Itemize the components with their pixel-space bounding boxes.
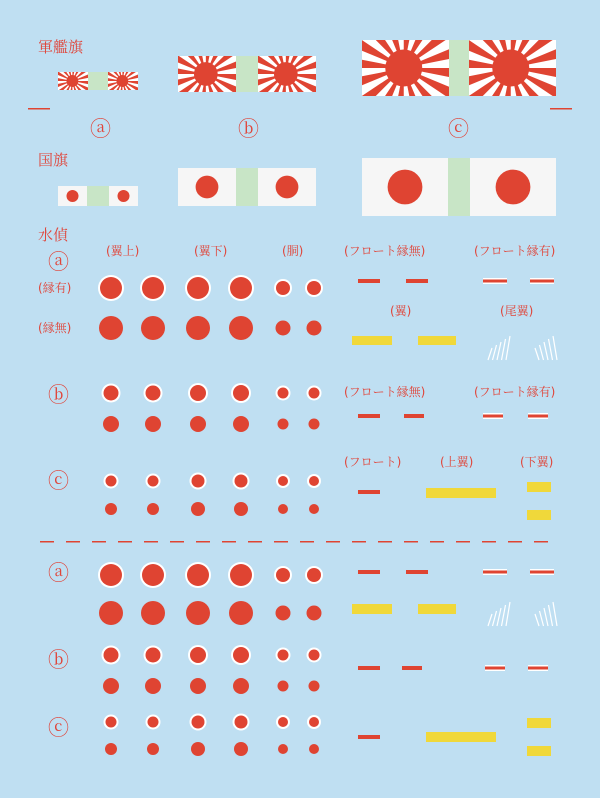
- hinomaru-roundel-icon: [104, 386, 119, 401]
- tail-stripe-set-icon: [535, 602, 557, 626]
- size-marker-b: ⓑ: [238, 117, 259, 141]
- row-label-with-border: (縁有): [38, 281, 72, 295]
- divider-dash: [222, 541, 236, 543]
- hinomaru-roundel-icon: [233, 647, 249, 663]
- hinomaru-roundel-icon: [105, 743, 117, 755]
- divider-dash: [40, 541, 54, 543]
- hinomaru-roundel-icon: [278, 744, 288, 754]
- float-stripe-icon: [358, 490, 380, 494]
- label-float-with-border-b: (フロート縁有): [474, 385, 556, 399]
- float-stripe-icon: [483, 280, 507, 283]
- wing-stripe: [418, 604, 456, 614]
- hinomaru-roundel-icon: [309, 744, 319, 754]
- hinomaru-roundel-icon: [278, 419, 289, 430]
- lower-wing-stripe: [527, 718, 551, 728]
- hinomaru-roundel-icon: [187, 564, 209, 586]
- hinomaru-roundel-icon: [191, 742, 205, 756]
- hinomaru-roundel-icon: [309, 717, 319, 727]
- identification-stripe: [449, 40, 469, 96]
- label-wing: (翼): [390, 304, 412, 318]
- label-float-no-border-b: (フロート縁無): [344, 385, 426, 399]
- hinomaru-roundel-icon: [233, 416, 249, 432]
- float-stripe-icon: [358, 414, 380, 418]
- hinomaru-roundel-icon: [309, 388, 320, 399]
- divider-dash: [378, 541, 392, 543]
- upper-wing-stripe: [426, 732, 496, 742]
- float-stripe-icon: [404, 414, 424, 418]
- hinomaru-roundel-icon: [141, 316, 165, 340]
- hinomaru-roundel-icon: [141, 601, 165, 625]
- hinomaru-roundel-icon: [186, 316, 210, 340]
- float-stripe-icon: [485, 667, 505, 670]
- hinomaru-roundel-icon: [278, 717, 288, 727]
- hinomaru-roundel-icon: [278, 504, 288, 514]
- tail-stripe-set-icon: [488, 336, 510, 360]
- divider-dash: [456, 541, 470, 543]
- hinomaru-roundel-icon: [276, 281, 290, 295]
- hinomaru-roundel-icon: [192, 716, 205, 729]
- identification-stripe: [88, 72, 108, 90]
- hinomaru-roundel-icon: [147, 503, 159, 515]
- seaplane-title: 水偵: [38, 226, 69, 244]
- hinomaru-roundel-icon: [142, 564, 164, 586]
- float-stripe-icon: [528, 667, 548, 670]
- wing-stripe: [418, 336, 456, 345]
- hinomaru-roundel-icon: [235, 716, 248, 729]
- naval-ensign-title: 軍艦旗: [38, 38, 84, 56]
- float-stripe-icon: [358, 666, 380, 670]
- national-flag-size-b: [178, 168, 316, 206]
- divider-dash: [28, 108, 50, 110]
- float-stripe-icon: [528, 415, 548, 418]
- identification-stripe: [236, 56, 258, 92]
- divider-dash: [404, 541, 418, 543]
- divider-dash: [274, 541, 288, 543]
- upper-wing-stripe: [426, 488, 496, 498]
- float-stripe-icon: [406, 279, 428, 283]
- hinomaru-roundel-icon: [145, 678, 161, 694]
- hinomaru-roundel-icon: [235, 475, 248, 488]
- hinomaru-roundel-icon: [309, 419, 320, 430]
- float-stripe-icon: [358, 279, 380, 283]
- hinomaru-roundel-icon: [229, 601, 253, 625]
- label-lower-wing: (下翼): [520, 455, 554, 469]
- hinomaru-roundel-icon: [234, 502, 248, 516]
- hinomaru-roundel-icon: [187, 277, 209, 299]
- hinomaru-roundel-icon: [309, 650, 320, 661]
- hinomaru-roundel-icon: [278, 650, 289, 661]
- hinomaru-roundel-icon: [309, 681, 320, 692]
- lower-wing-stripe: [527, 746, 551, 756]
- hinomaru-roundel-icon: [148, 717, 159, 728]
- hinomaru-roundel-icon: [147, 743, 159, 755]
- hinomaru-roundel-icon: [103, 678, 119, 694]
- row-label-no-border: (縁無): [38, 321, 72, 335]
- hinomaru-roundel-icon: [233, 385, 249, 401]
- label-float-no-border: (フロート縁無): [344, 244, 426, 258]
- hinomaru-roundel-icon: [99, 601, 123, 625]
- hinomaru-roundel-icon: [104, 648, 119, 663]
- hinomaru-roundel-icon: [148, 476, 159, 487]
- lower-size-a: ⓐ: [48, 561, 69, 585]
- hinomaru-roundel-icon: [309, 504, 319, 514]
- float-stripe-icon: [406, 570, 428, 574]
- float-stripe-icon: [358, 570, 380, 574]
- float-stripe-icon: [358, 735, 380, 739]
- hinomaru-roundel-icon: [233, 678, 249, 694]
- hinomaru-roundel-icon: [229, 316, 253, 340]
- hinomaru-roundel-icon: [106, 717, 117, 728]
- hinomaru-roundel-icon: [190, 385, 206, 401]
- hinomaru-roundel-icon: [100, 564, 122, 586]
- hinomaru-disc: [496, 170, 531, 205]
- divider-dash: [170, 541, 184, 543]
- lower-size-b: ⓑ: [48, 648, 69, 672]
- national-flag-title: 国旗: [38, 151, 69, 169]
- seaplane-size-a: ⓐ: [48, 250, 69, 274]
- hinomaru-roundel-icon: [307, 568, 321, 582]
- hinomaru-roundel-icon: [278, 388, 289, 399]
- label-wing-upper: (翼上): [106, 244, 140, 258]
- float-stripe-icon: [483, 571, 507, 574]
- hinomaru-roundel-icon: [190, 647, 206, 663]
- hinomaru-roundel-icon: [190, 678, 206, 694]
- hinomaru-roundel-icon: [307, 321, 322, 336]
- identification-stripe: [236, 168, 258, 206]
- hinomaru-roundel-icon: [234, 742, 248, 756]
- divider-dash: [118, 541, 132, 543]
- hinomaru-roundel-icon: [106, 476, 117, 487]
- hinomaru-roundel-icon: [142, 277, 164, 299]
- wing-stripe: [352, 336, 392, 345]
- divider-dash: [92, 541, 106, 543]
- float-stripe-icon: [483, 415, 503, 418]
- divider-dash: [326, 541, 340, 543]
- hinomaru-roundel-icon: [276, 568, 290, 582]
- wing-stripe: [352, 604, 392, 614]
- seaplane-size-b: ⓑ: [48, 383, 69, 407]
- hinomaru-roundel-icon: [145, 416, 161, 432]
- hinomaru-roundel-icon: [309, 476, 319, 486]
- divider-dash: [196, 541, 210, 543]
- hinomaru-roundel-icon: [99, 316, 123, 340]
- tail-stripe-set-icon: [488, 602, 510, 626]
- divider-dash: [352, 541, 366, 543]
- hinomaru-roundel-icon: [103, 416, 119, 432]
- seaplane-size-c: ⓒ: [48, 469, 69, 493]
- hinomaru-roundel-icon: [146, 648, 161, 663]
- identification-stripe: [448, 158, 470, 216]
- label-tail-wing: (尾翼): [500, 304, 534, 318]
- national-flag-size-a: [58, 186, 138, 206]
- hinomaru-disc: [388, 170, 423, 205]
- size-marker-a: ⓐ: [90, 117, 111, 141]
- lower-wing-stripe: [527, 510, 551, 520]
- hinomaru-disc: [196, 176, 219, 199]
- hinomaru-roundel-icon: [230, 277, 252, 299]
- float-stripe-icon: [402, 666, 422, 670]
- divider-dash: [300, 541, 314, 543]
- hinomaru-roundel-icon: [307, 281, 321, 295]
- size-marker-c: ⓒ: [448, 117, 469, 141]
- label-float: (フロート): [344, 455, 402, 469]
- hinomaru-roundel-icon: [307, 606, 322, 621]
- hinomaru-disc: [276, 176, 299, 199]
- hinomaru-disc: [118, 190, 130, 202]
- divider-dash: [144, 541, 158, 543]
- hinomaru-roundel-icon: [186, 601, 210, 625]
- tail-stripe-set-icon: [535, 336, 557, 360]
- hinomaru-roundel-icon: [190, 416, 206, 432]
- ensign-size-a: [88, 72, 108, 90]
- hinomaru-roundel-icon: [276, 321, 291, 336]
- hinomaru-roundel-icon: [276, 606, 291, 621]
- label-upper-wing: (上翼): [440, 455, 474, 469]
- hinomaru-roundel-icon: [105, 503, 117, 515]
- lower-wing-stripe: [527, 482, 551, 492]
- identification-stripe: [87, 186, 109, 206]
- float-stripe-icon: [530, 280, 554, 283]
- divider-dash: [66, 541, 80, 543]
- divider-dash: [508, 541, 522, 543]
- divider-dash: [550, 108, 572, 110]
- ensign-size-c: [449, 40, 469, 96]
- hinomaru-roundel-icon: [230, 564, 252, 586]
- divider-dash: [482, 541, 496, 543]
- label-wing-lower: (翼下): [194, 244, 228, 258]
- ensign-size-b: [236, 56, 258, 92]
- lower-size-c: ⓒ: [48, 716, 69, 740]
- hinomaru-roundel-icon: [146, 386, 161, 401]
- divider-dash: [534, 541, 548, 543]
- label-fuselage: (胴): [282, 244, 304, 258]
- hinomaru-roundel-icon: [100, 277, 122, 299]
- divider-dash: [430, 541, 444, 543]
- label-float-with-border: (フロート縁有): [474, 244, 556, 258]
- hinomaru-roundel-icon: [278, 476, 288, 486]
- national-flag-size-c: [362, 158, 556, 216]
- hinomaru-disc: [67, 190, 79, 202]
- hinomaru-roundel-icon: [191, 502, 205, 516]
- hinomaru-roundel-icon: [278, 681, 289, 692]
- divider-dash: [248, 541, 262, 543]
- hinomaru-roundel-icon: [192, 475, 205, 488]
- float-stripe-icon: [530, 571, 554, 574]
